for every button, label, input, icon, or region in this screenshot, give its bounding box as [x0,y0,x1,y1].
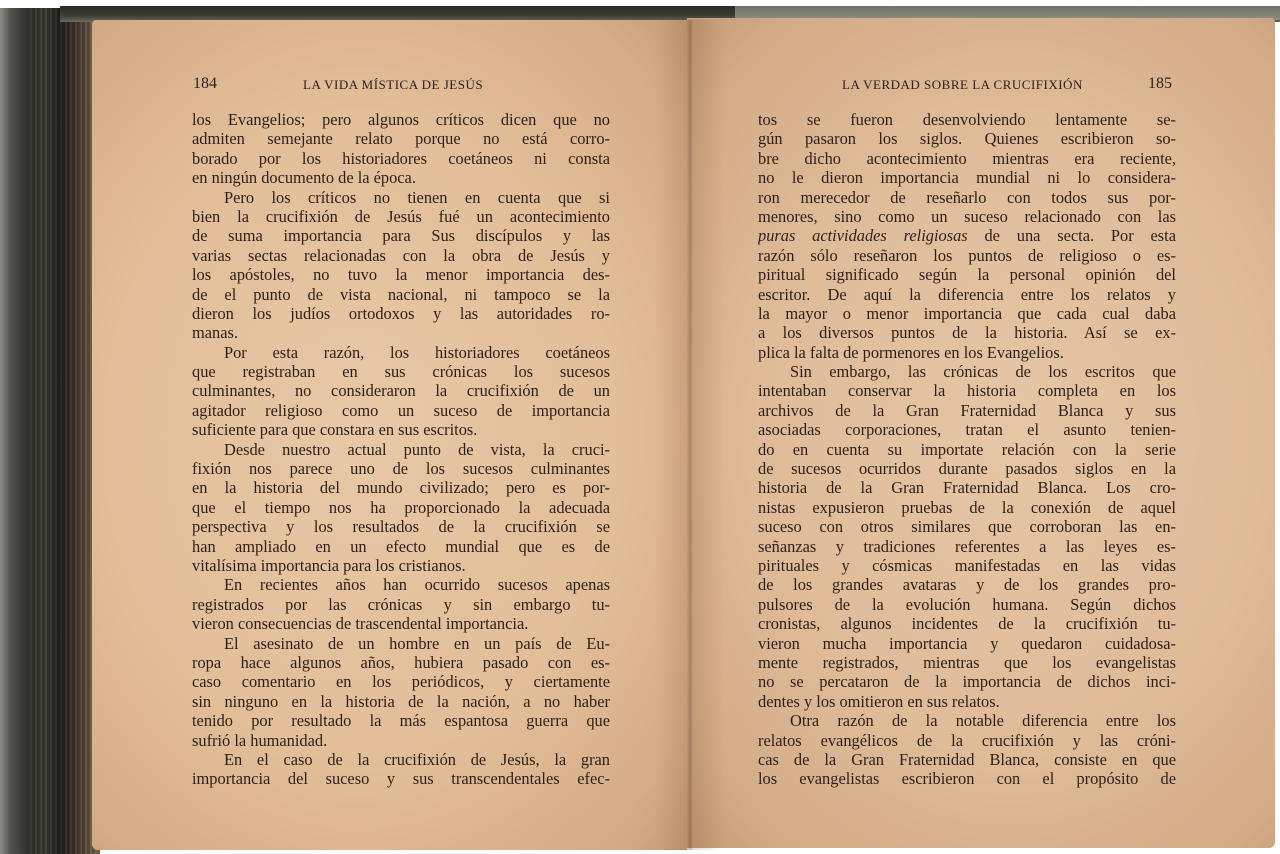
text-line: Sin embargo, las crónicas de los escritos que [790,362,1176,382]
text-line: cronistas, algunos incidentes de la crucifixión tu- [758,614,1176,634]
text-line: dentes y los omitieron en sus relatos. [758,691,1000,711]
text-line: plica la falta de pormenores en los Evangelios. [758,342,1064,362]
italic-phrase: puras actividades religiosas [758,226,968,246]
text-line: bien la crucifixión de Jesús fué un acontecimiento [192,206,610,226]
text-line: intentaban conservar la historia completa en los [758,381,1176,401]
text-line: do en cuenta su importate relación con la serie [758,439,1176,459]
text-line: vitalísima importancia para los cristianos. [192,555,466,575]
text-line: suceso con otros similares que corroboran las en- [758,517,1176,537]
text-line: de sucesos ocurridos durante pasados siglos en la [758,459,1176,479]
text-line: suficiente para que constara en sus escritos. [192,420,478,440]
text-line: registrados por las crónicas y sin embargo tu- [192,594,610,614]
right-page-number: 185 [1148,75,1172,92]
right-body-text [758,110,1176,789]
text-line: que el tiempo nos ha proporcionado la adecuada [192,497,610,517]
text-line: sin ninguno en la historia de la nación, a no haber [192,691,610,711]
text-line: de suma importancia para Sus discípulos y las [192,226,610,246]
left-running-head: LA VIDA MÍSTICA DE JESÚS [303,77,484,92]
text-line [758,226,1176,245]
text-line: a los diversos puntos de la historia. Así se ex- [758,323,1176,343]
text-line: agitador religioso como un suceso de importancia [192,400,610,420]
text-line: no se percataron de la importancia de dichos inci- [758,672,1176,692]
text-line: de los grandes avataras y de los grandes pro- [758,575,1176,595]
text-line: El asesinato de un hombre en un país de Eu- [224,633,610,653]
text-line: la mayor o menor importancia que cada cual daba [758,303,1176,323]
text-line: razón sólo reseñaron los puntos de religioso o es- [758,245,1176,265]
text-line: fixión nos parece uno de los sucesos culminantes [192,459,610,479]
text-line: los Evangelios; pero algunos críticos dicen que no [192,110,610,129]
text-line: ropa hace algunos años, hubiera pasado con es- [192,652,610,672]
text-line: vieron consecuencias de trascendental importancia. [192,614,529,634]
text-line: nistas expusieron pruebas de la conexión de aquel [758,497,1176,517]
text-line: asociadas corporaciones, tratan el asunto tenien- [758,420,1176,440]
text-line: de el punto de vista nacional, ni tampoco se la [192,284,610,304]
text-line: en la historia del mundo civilizado; pero es por- [192,478,610,498]
text-line: culminantes, no consideraron la crucifixión de un [192,381,610,401]
text-line: en ningún documento de la época. [192,168,416,188]
right-running-head: LA VERDAD SOBRE LA CRUCIFIXIÓN [842,77,1083,92]
text-line: perspectiva y los resultados de la crucifixión se [192,517,610,537]
text-line: ron merecedor de reseñarlo con todos sus por- [758,187,1176,207]
text-line: gún pasaron los siglos. Quienes escribieron so- [758,129,1176,149]
text-line: varias sectas relacionadas con la obra de Jesús y [192,245,610,265]
text-fragment: de una secta. Por esta [967,226,1176,246]
text-line: Por esta razón, los historiadores coetáneos [224,342,610,362]
text-line: escritor. De aquí la diferencia entre los relatos y [758,284,1176,304]
text-line: los evangelistas escribieron con el propósito de [758,769,1176,789]
text-line: admiten semejante relato porque no está corro- [192,129,610,149]
text-line: menores, sino como un suceso relacionado con las [758,206,1176,226]
text-line: En recientes años han ocurrido sucesos apenas [224,575,610,595]
text-line: señanzas y tradiciones referentes a las leyes es- [758,536,1176,556]
text-line: tenido por resultado la más espantosa guerra que [192,711,610,731]
text-line: no le dieron importancia mundial ni lo considera- [758,168,1176,188]
text-line: archivos de la Gran Fraternidad Blanca y sus [758,400,1176,420]
text-line: vieron mucha importancia y quedaron cuidadosa- [758,633,1176,653]
text-line: Otra razón de la notable diferencia entre los [790,711,1176,731]
text-line: Desde nuestro actual punto de vista, la cruci- [224,439,610,459]
text-line: relatos evangélicos de la crucifixión y las cróni- [758,730,1176,750]
text-line: Pero los críticos no tienen en cuenta que si [224,187,610,207]
text-line: los apóstoles, no tuvo la menor importancia des- [192,265,610,285]
text-line: manas. [192,323,238,343]
text-line: bre dicho acontecimiento mientras era reciente, [758,148,1176,168]
text-line: borado por los historiadores coetáneos ni consta [192,148,610,168]
text-line: En el caso de la crucifixión de Jesús, la gran [224,749,610,769]
text-line: pirituales y cósmicas manifestadas en las vidas [758,555,1176,575]
text-line: caso comentario en los periódicos, y ciertamente [192,672,610,692]
text-line: dieron los judíos ortodoxos y las autoridades ro- [192,303,610,323]
text-line: tos se fueron desenvolviendo lentamente se- [758,110,1176,129]
text-line: historia de la Gran Fraternidad Blanca. Los cro- [758,478,1176,498]
text-line: cas de la Gran Fraternidad Blanca, consiste en que [758,749,1176,769]
text-line: han ampliado en un efecto mundial que es de [192,536,610,556]
left-body-text [192,110,610,789]
text-line: importancia del suceso y sus transcendentales efec- [192,769,610,789]
text-line: sufrió la humanidad. [192,730,328,750]
text-line: piritual significado según la personal opinión del [758,265,1176,285]
text-line: pulsores de la evolución humana. Según dichos [758,594,1176,614]
book-binding [0,8,100,854]
text-line: mente registrados, mientras que los evangelistas [758,652,1176,672]
text-line: que registraban en sus crónicas los sucesos [192,362,610,382]
left-page-number: 184 [193,75,217,92]
